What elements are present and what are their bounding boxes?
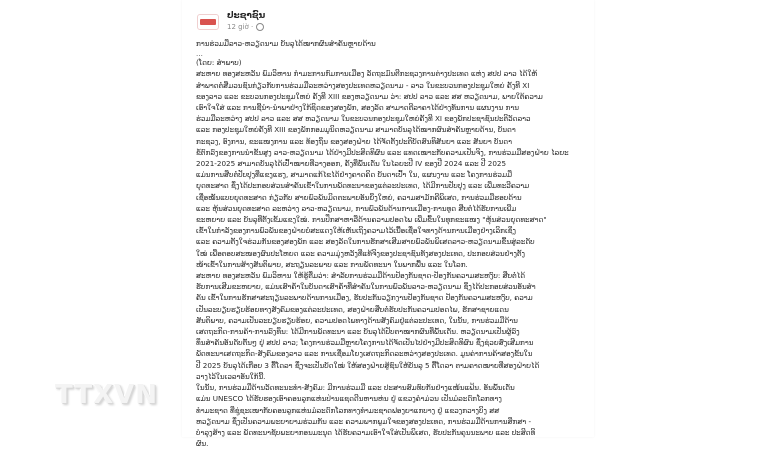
post-text-line: ຂອງລາວ ແລະ ຂະບວນກອງປະຊຸມໃຫຍ່ ຄັ້ງທີ XIII ຂອງຫວຽດນາມ ວ່າ: ສປປ ລາວ ແລະ ສສ ຫວຽດນາມ, ພາຍໃຕ້ຄວາມ: [196, 91, 543, 101]
post-body: [196, 38, 584, 449]
page-logo-icon: [200, 19, 216, 25]
post-text-line: ໃນນັ້ນ, ການຮ່ວມມືດ້ານວັດທະນະທຳ-ສັງຄົມ: ມີການຮ່ວມມື ແລະ ປະສານສົມທົບກັນຢ່າງແໜ້ນແຟ້ນ. ອັນພົ້ນເດັ່ນ: [196, 383, 515, 393]
post-text-lines: [196, 68, 584, 449]
post-text-line: ວາງໄວ້ໃນເວລາອັນໃກ້ນີ້.: [196, 371, 266, 381]
post-text-line: ຂໍ້ຕົກລົງຂອງການນຳຂັ້ນສູງ ລາວ-ຫວຽດນາມ ໄດ້ຢ່າງມີປະສິດທິຜົນ ແລະ ແທດເໝາະກັບຄວາມເປັນຈິງ, ການຮ່ວມມືສອງຝ່າຍ ໄລຍະ: [196, 147, 569, 157]
post-text-line: ບຳລຸງສ້າງ ແລະ ພັດທະນາຊັບພະຍາກອນມະນຸດ ໄດ້ຮັບຄວາມເອົາໃຈໃສ່ເປັນພິເສດ, ຮັບປະກັນຄຸນນະພາບ ແລະ ປະສິດທິ: [196, 427, 536, 437]
post-text-line: ແລະ ກອງປະຊຸມໃຫຍ່ຄັ້ງທີ XIII ຂອງພັກກອມມູນິດຫວຽດນາມ ສາມາດບັນລຸໄດ້ໝາກຜົນສຳຄັນຫຼາຍດ້ານ, ບັນດາ: [196, 125, 516, 135]
post-text-line: ເຂົ້າໃນກຳລັງຂອງການພົວພັນຂອງຝ່າຍບໍ່ສະແດງໃຫ້ເຫັນເຖິງຄວາມໄວ້ເນື້ອເຊື່ອໃຈທາງດ້ານການເມືອງຢ່າງເລິກເຊິ່ງ: [196, 226, 517, 236]
page-avatar[interactable]: [197, 14, 219, 30]
post-text-line: ເອົາໃຈໃສ່ ແລະ ການຊີ້ນຳ-ນຳພາຢ່າງໃກ້ຊິດຂອງສອງພັກ, ສອງລັດ ສາມາດຕີລາຄາໄດ້ຢ່າງທັນການ ແຜນງານ ການ: [196, 103, 519, 113]
post-text-line: ສຳພາດຕໍ່ສື່ມວນຊົນກ່ຽວກັບການຮ່ວມມືລະຫວ່າງສອງປະເທດຫວຽດນາມ - ລາວ ໃນຂະບວນກອງປະຊຸມໃຫຍ່ ຄັ້ງທີ XI: [196, 80, 530, 90]
post-text-line: ຮັບການເສີມຂະຫຍາຍ, ແມ່ນເສົາຄ້ຳໃນບັນດາເສົາຄ້ຳທີ່ສຳຄັນໃນການພົວພັນລາວ-ຫວຽດນາມ ຊຶ່ງໄດ້ປະກອບສ່ວນອັນສຳ: [196, 282, 536, 292]
post-time-row: [227, 22, 265, 32]
post-text-line: ຂະຫຍາຍ ແລະ ບັນລຸທີ່ຕັ້ງເຂັ້ມແຂງໃໝ່. ການປຶກສາຫາລືດ້ານຄວາມປອດໄພ ເພີ່ມຂຶ້ນໃນທຸກຂະແໜງ "ຫຸ້ນສ່ວນຍຸດທະສາດ": [196, 215, 547, 225]
post-text-line: ປີ 2025 ບັນລຸໄດ້ເກືອບ 3 ຕື້ໂດລາ ຊຶ່ງຈະເປັນບັດໃໝ່ ໃຫ້ສອງຝ່າຍສູ້ຊົນໃຫ້ບັນລຸ 5 ຕື້ໂດລາ ຕາມຄາດໝາຍທີ່ສອງຝ່າຍໄດ້: [196, 360, 540, 370]
post-meta: [227, 11, 265, 32]
post-text-line: ທຳມະຊາດ ທີ່ຊູ່ຊະເໜາກັບຄອນລູກແຫ່ນມໍລະດົກໂລກທາງທຳມະຊາດຟອງຍາແກບາງ ຢູ່ ແຂວງກວາງບິງ ສສ: [196, 405, 500, 415]
page-name-link[interactable]: ປະຊາຊົນ: [227, 11, 266, 21]
post-text-line: ທຶນສຳຄັນອັນດັບຕົ້ນໆ ຢູ່ ສປປ ລາວ; ໂຄງການຮ່ວມມືຫຼາຍໂຄງການໄດ້ຈັດເປັນໄປຢ່າງມີປະສິດທິຜົນ ຊຶ່ງຊ່ວຍສົ່ງເສີມການ: [196, 338, 534, 348]
post-title: ການຮ່ວມມືລາວ-ຫວຽດນາມ ບັນລຸໄດ້ໝາກຜົນສຳຄັນຫຼາຍດ້ານ: [196, 39, 376, 48]
post-text-line: ເສດຖະກິດ-ການຄ້າ-ການລົງທຶນ: ໄດ້ມີການພັດທະນາ ແລະ ບັນລຸໄດ້ປັບຕາໝາກຜົນທີ່ພົ້ນເດັ່ນ. ຫວຽດນາມເປັນຜູ້ລົງ: [196, 327, 520, 337]
post-text-line: ແລະ ຫຸ້ນສ່ວນຍຸດທະສາດ ລະຫວ່າງ ລາວ-ຫວຽດນາມ, ການພົວພັນດ້ານການເມືອງ-ການທູດ ສືບຕໍ່ໄດ້ຮັບການເພີ່ມ: [196, 203, 517, 213]
post-text-line: ຮ່ວມມືລະຫວ່າງ ສປປ ລາວ ແລະ ສສ ຫວຽດນາມ ໃນຂະບວນກອງປະຊຸມໃຫຍ່ຄັ້ງທີ XI ຂອງພັກປະຊາຊົນປະຕິວັດລາວ: [196, 114, 531, 124]
post-text-line: 2021-2025 ສາມາດບັນລຸໄດ້ເປົ້າໝາຍທີ່ວາງອອກ, ຄັ້ງທີ່ພົ້ນເດັ່ນ ໃນໄລຍະປີ IV ຂອງປີ 2024 ແລະ ປີ 2025: [196, 159, 507, 169]
post-text-line: ແມ່ນການສືບຕໍ່ປັບປຸງທີ່ແຂງແຮງ, ສາມາດແກ້ໄຂໄດ້ຢ່າງຄາດຄິດ ບັນດາເປົ້າ ໃນ, ແຜນງານ ແລະ ໂຄງການຮ່ວມມື: [196, 170, 513, 180]
post-text-line: ແມ່ນ UNESCO ໄດ້ຮັບຮອງເອົາຄອນລູກແຫ່ນປ່ານແຊດດີນຫານຫ່ນ ຢູ່ ແຂວງຄຳມ່ວນ ເປັນມໍລະດົກໂລກທາງ: [196, 394, 502, 404]
ellipsis: ...: [196, 49, 203, 59]
ttxvn-watermark: TTXVN: [55, 380, 158, 410]
post-header: [197, 11, 265, 32]
post-text-line: ສະຫາຍ ທອງສະຫວັນ ພົມວິຫານ ໃຫ້ຮູ້ຕື່ມວ່າ: ສຳລັບການຮ່ວມມືດ້ານປ້ອງກັນຊາດ-ປ້ອງກັນຄວາມສະຫງົບ: ສືບຕໍ່ໄດ້: [196, 271, 526, 281]
post-text-line: ເປັນລະບຽບຮຽບຮ້ອຍທາງສັງຄົມຂອງແຕ່ລະປະເທດ, ສອງຝ່າຍສືບຕໍ່ຮັບປະກັນຄວາມປອດໄພ, ຮັກສາຊາຍແດນ: [196, 304, 509, 314]
globe-icon: [256, 23, 264, 31]
byline: (ໂດຍ: ສຳພາບ): [196, 58, 242, 68]
post-text-line: ເຊື່ອໝັ້ນແບບຍຸດທະສາດ ກ່ຽວກັບ ສາຍພົວພັນມິດຕະພາບອັນຍິ່ງໃຫຍ່, ຄວາມສາມັກຄີພິເສດ, ການຮ່ວມມືຮອບດ້ານ: [196, 192, 522, 202]
post-text-line: ສະຫາຍ ທອງສະຫວັນ ພົມວິຫານ ກຳມະການກົມການເມືອງ ລັດຖະມົນຕີກະຊວງການຕ່າງປະເທດ ແຫ່ງ ສປປ ລາວ ໄດ້ໃຫ້: [196, 69, 538, 79]
post-text-line: ສັນຕິພາບ, ຄວາມເປັນລະບຽບຮຽບຮ້ອຍ, ຄວາມປອດໄພທາງດ້ານສັງຄົມຢູ່ແຕ່ລະປະເທດ, ໃນນັ້ນ, ການຮ່ວມມືດ້ານ: [196, 315, 518, 325]
post-text-line: ຫວຽດນາມ ຊຶ່ງເປັນຄວາມພະຍາຍາມຮ່ວມກັນ ແລະ ຄວາມພາກພູມໃຈຂອງສອງປະເທດ, ການຮ່ວມມືດ້ານການສຶກສາ -: [196, 416, 532, 426]
post-text-line: ໃໝ່ ເພື່ອຕອບສະໜອງຜົນປະໂຫຍດ ແລະ ຄວາມມຸ່ງຫວັງທີ່ແທ້ຈິງຂອງປະຊາຊົນທັງສອງປະເທດ, ປະກອບສ່ວນຢ່າງຕັ້ງ: [196, 248, 526, 258]
post-text-line: ກະຊວງ, ອົງການ, ຂະແໜງການ ແລະ ທ້ອງຖິ່ນ ຂອງສອງຝ່າຍ ໄດ້ຈັດຕັ້ງປະຕິບັດສົນທິສັນຍາ ແລະ ສັນຍາ ບັນດາ: [196, 136, 512, 146]
post-timestamp[interactable]: 12 giờ ·: [227, 23, 254, 31]
post-text-line: ໜ້າເຂົ້າໃນການສ້າງສັນຕິພາບ, ສະຖຽນລະພາບ ແລະ ການພັດທະນາ ໃນພາກພື້ນ ແລະ ໃນໂລກ.: [196, 259, 468, 269]
post-text-line: ແລະ ຄວາມຕັ້ງໃຈຮ່ວມກັນຂອງສອງພັກ ແລະ ສອງລັດໃນການຮັກສາເສີມສາຍພົວພັນພິເສດລາວ-ຫວຽດນາມຂຶ້ນສູ່ລະດັບ: [196, 237, 535, 247]
post-text-line: ຍຸດທະສາດ ຊຶ່ງໄດ້ປະກອບສ່ວນສຳຄັນເຂົ້າໃນການພັດທະນາຂອງແຕ່ລະປະເທດ, ໄດ້ມີການປັບປຸງ ແລະ ເພີ່ມທະວີຄວາມ: [196, 181, 530, 191]
post-text-line: ຜົນ.: [196, 439, 209, 449]
post-text-line: ຄັນ ເຂົ້າໃນການຮັກສາສະຖຽນລະພາບດ້ານການເມືອງ, ຮັບປະກັນວຽກງານປ້ອງກັນຊາດ ປ້ອງກັນຄວາມສະຫງົບ, ຄວາມ: [196, 293, 533, 303]
post-text-line: ພັດທະນາເສດຖະກິດ-ສັງຄົມຂອງລາວ ແລະ ການເຊື່ອມໂຍງເສດຖະກິດລະຫວ່າງສອງປະເທດ. ມູນຄ່າການຄ້າສອງຂັ້ນໃນ: [196, 349, 533, 359]
